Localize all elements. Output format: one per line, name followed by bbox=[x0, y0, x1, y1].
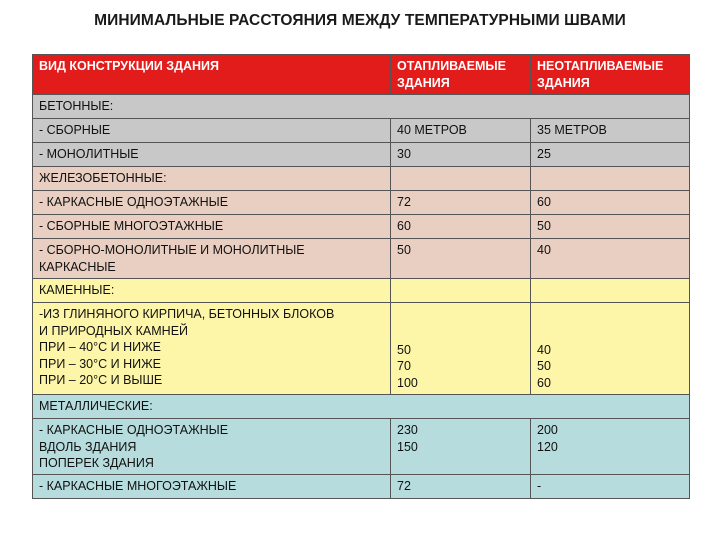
row-heated: 50 70 100 bbox=[391, 303, 531, 395]
table-row bbox=[33, 475, 690, 499]
row-unheated: - bbox=[531, 475, 690, 499]
table-row bbox=[33, 303, 690, 395]
group-label-reinforced-concrete: ЖЕЛЕЗОБЕТОННЫЕ: bbox=[33, 167, 391, 191]
row-unheated: 25 bbox=[531, 143, 690, 167]
row-name: - СБОРНО-МОНОЛИТНЫЕ И МОНОЛИТНЫЕ КАРКАСНЫЕ bbox=[33, 239, 391, 279]
table-row bbox=[33, 143, 690, 167]
row-name: - МОНОЛИТНЫЕ bbox=[33, 143, 391, 167]
table-row bbox=[33, 419, 690, 475]
group-row-reinforced-concrete bbox=[33, 167, 690, 191]
row-heated: 230 150 bbox=[391, 419, 531, 475]
row-heated: 72 bbox=[391, 191, 531, 215]
row-heated: 30 bbox=[391, 143, 531, 167]
table-header-row bbox=[33, 55, 690, 95]
row-name: - КАРКАСНЫЕ МНОГОЭТАЖНЫЕ bbox=[33, 475, 391, 499]
group-label-metal: МЕТАЛЛИЧЕСКИЕ: bbox=[33, 395, 690, 419]
row-unheated: 40 bbox=[531, 239, 690, 279]
table-row bbox=[33, 191, 690, 215]
group-row-metal bbox=[33, 395, 690, 419]
group-label-concrete: БЕТОННЫЕ: bbox=[33, 95, 690, 119]
row-heated: 50 bbox=[391, 239, 531, 279]
row-name: - КАРКАСНЫЕ ОДНОЭТАЖНЫЕ ВДОЛЬ ЗДАНИЯ ПОПЕРЕК ЗДАНИЯ bbox=[33, 419, 391, 475]
row-heated: 60 bbox=[391, 215, 531, 239]
page-title: МИНИМАЛЬНЫЕ РАССТОЯНИЯ МЕЖДУ ТЕМПЕРАТУРНЫМИ ШВАМИ bbox=[94, 12, 626, 29]
header-construction-type: ВИД КОНСТРУКЦИИ ЗДАНИЯ bbox=[33, 55, 391, 95]
header-heated: ОТАПЛИВАЕМЫЕ ЗДАНИЯ bbox=[391, 55, 531, 95]
table-row bbox=[33, 119, 690, 143]
header-unheated: НЕОТАПЛИВАЕМЫЕ ЗДАНИЯ bbox=[531, 55, 690, 95]
expansion-joints-table bbox=[32, 54, 690, 499]
row-unheated: 200 120 bbox=[531, 419, 690, 475]
row-unheated: 60 bbox=[531, 191, 690, 215]
group-label-masonry: КАМЕННЫЕ: bbox=[33, 279, 391, 303]
row-name: -ИЗ ГЛИНЯНОГО КИРПИЧА, БЕТОННЫХ БЛОКОВ И ПРИРОДНЫХ КАМНЕЙ ПРИ – 40°С И НИЖЕ ПРИ – 30°С И НИЖЕ ПРИ – 20°С И ВЫШЕ bbox=[33, 303, 391, 395]
row-unheated: 50 bbox=[531, 215, 690, 239]
group-row-masonry bbox=[33, 279, 690, 303]
row-name: - КАРКАСНЫЕ ОДНОЭТАЖНЫЕ bbox=[33, 191, 391, 215]
row-heated: 72 bbox=[391, 475, 531, 499]
row-heated: 40 МЕТРОВ bbox=[391, 119, 531, 143]
group-row-concrete bbox=[33, 95, 690, 119]
row-unheated: 40 50 60 bbox=[531, 303, 690, 395]
row-unheated: 35 МЕТРОВ bbox=[531, 119, 690, 143]
table-row bbox=[33, 215, 690, 239]
table-row bbox=[33, 239, 690, 279]
row-name: - СБОРНЫЕ bbox=[33, 119, 391, 143]
row-name: - СБОРНЫЕ МНОГОЭТАЖНЫЕ bbox=[33, 215, 391, 239]
